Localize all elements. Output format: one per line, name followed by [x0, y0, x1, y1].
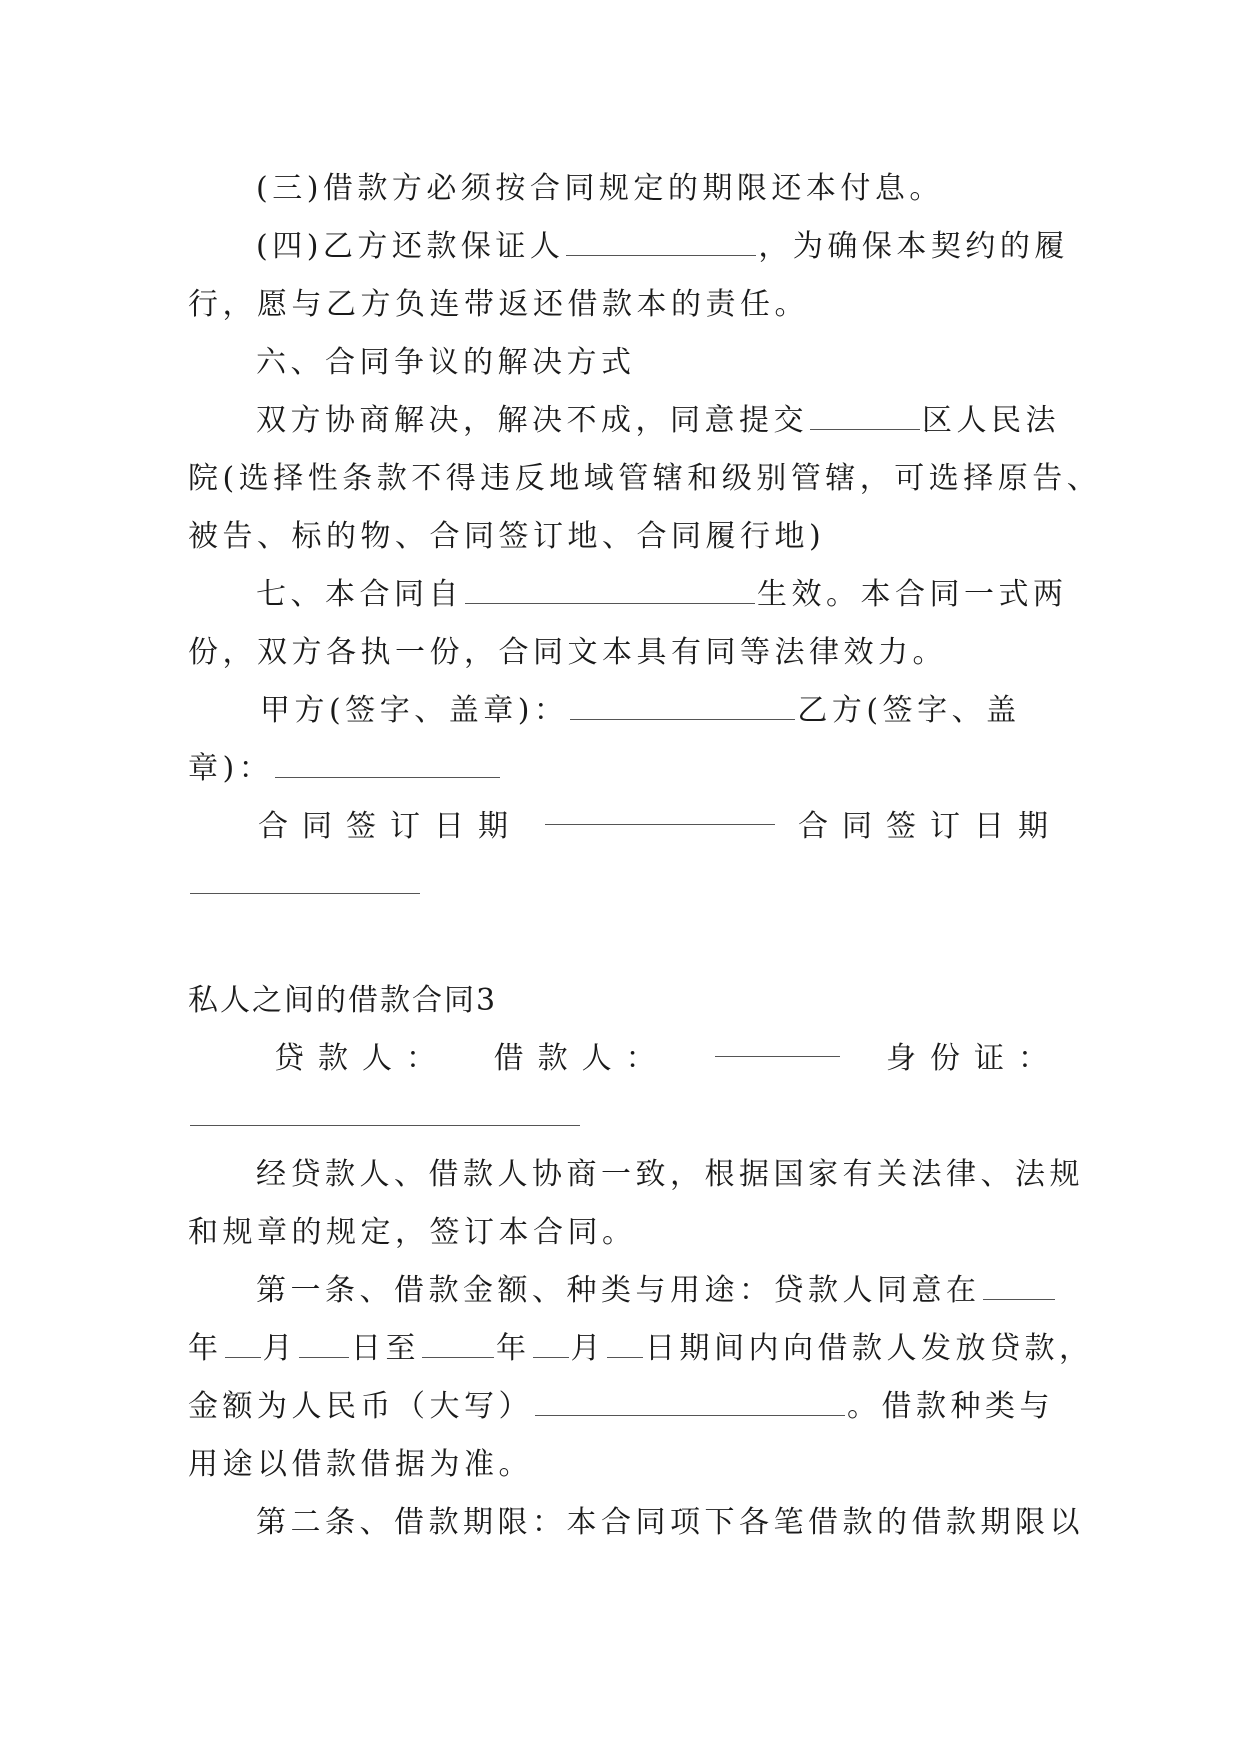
- section-6-text: 双方协商解决，解决不成，同意提交 区人民法: [256, 403, 1060, 438]
- intro: 经贷款人、借款人协商一致，根据国家有关法律、法规: [256, 1157, 1084, 1192]
- section-6-text-cont2: 被告、标的物、合同签订地、合同履行地): [188, 519, 826, 554]
- party-a-date-blank: [545, 798, 775, 825]
- parties-line: 贷款人： 借款人： 身份证：: [188, 1030, 1048, 1088]
- start-month-blank: [225, 1331, 261, 1358]
- section-7-text-cont: 份，双方各执一份，合同文本具有同等法律效力。: [188, 635, 947, 670]
- clause-4-cont: 行，愿与乙方负连带返还借款本的责任。: [188, 287, 809, 322]
- party-a-signature-blank: [570, 693, 795, 720]
- article-1-dates: 年 月 日至 年 月 日期间内向借款人发放贷款，: [188, 1331, 1094, 1366]
- section-7-text: 七、本合同自 生效。本合同一式两: [256, 577, 1068, 612]
- article-1: 第一条、借款金额、种类与用途：贷款人同意在: [188, 1262, 1048, 1320]
- signature-line-cont: 章)：: [188, 740, 1048, 798]
- clause-4: (四)乙方还款保证人 ，为确保本契约的履: [256, 229, 1069, 264]
- sign-date-line: 合同签订日期 合同签订日期: [188, 798, 1048, 856]
- borrower-blank: [715, 1030, 840, 1057]
- contract-3-title: 私人之间的借款合同3: [188, 983, 498, 1018]
- party-b-signature-blank: [275, 751, 500, 778]
- end-month-blank: [533, 1331, 569, 1358]
- end-day-blank: [607, 1331, 643, 1358]
- signature-line: 甲方(签字、盖章)： 乙方(签字、盖: [260, 693, 1021, 728]
- article-2: 第二条、借款期限：本合同项下各笔借款的借款期限以: [256, 1505, 1084, 1540]
- section-6-title: 六、合同争议的解决方式: [256, 345, 636, 380]
- article-1-amount: 金额为人民币（大写） 。借款种类与: [188, 1389, 1054, 1424]
- section-6-text-cont: 院(选择性条款不得违反地域管辖和级别管辖，可选择原告、: [188, 461, 1102, 496]
- sign-date-line-cont: [188, 856, 1048, 914]
- amount-blank: [535, 1389, 845, 1416]
- id-card-blank: [190, 1099, 580, 1126]
- court-blank: [810, 403, 920, 430]
- end-year-blank: [422, 1331, 494, 1358]
- article-1-purpose: 用途以借款借据为准。: [188, 1447, 533, 1482]
- party-b-date-blank: [190, 867, 420, 894]
- start-day-blank: [299, 1331, 349, 1358]
- id-card-line: [188, 1088, 1048, 1146]
- clause-3: (三)借款方必须按合同规定的期限还本付息。: [256, 171, 944, 206]
- start-year-blank: [983, 1273, 1055, 1300]
- guarantor-blank: [566, 229, 756, 256]
- intro-cont: 和规章的规定，签订本合同。: [188, 1215, 637, 1250]
- effective-blank: [465, 577, 755, 604]
- document-page: [188, 160, 1102, 1552]
